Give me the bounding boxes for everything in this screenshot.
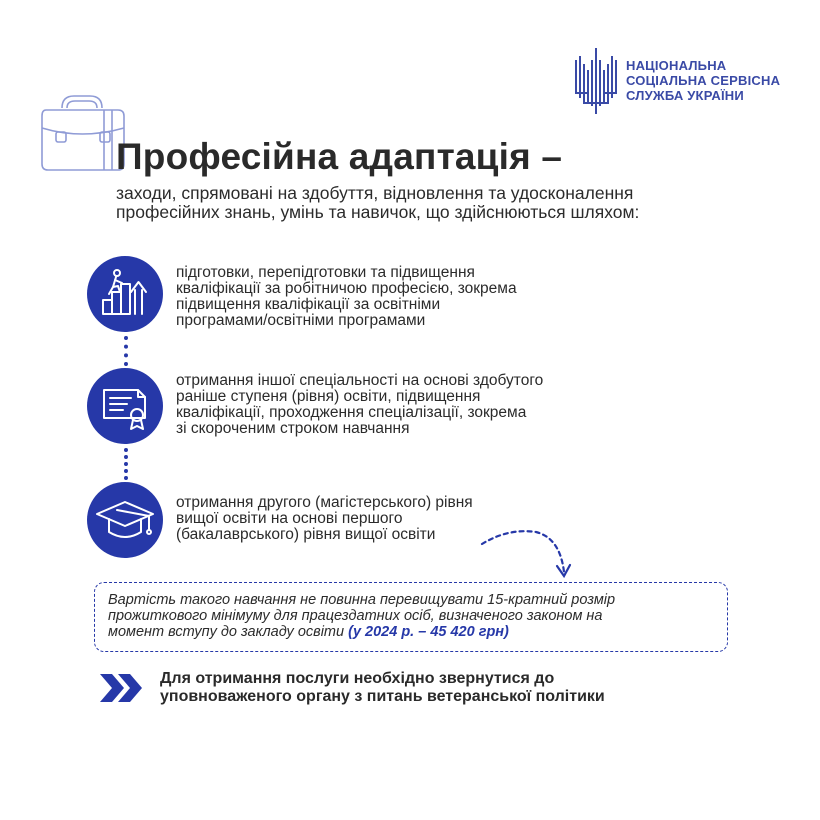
double-chevron-right-icon xyxy=(98,672,144,704)
logo-line: СЛУЖБА УКРАЇНИ xyxy=(626,88,744,103)
item-line: (бакалаврського) рівня вищої освіти xyxy=(176,526,436,543)
note-text xyxy=(108,592,718,640)
item-line: підвищення кваліфікації за освітніми xyxy=(176,296,441,313)
career-stairs-icon xyxy=(87,256,163,332)
cta-text xyxy=(160,670,720,706)
note-line-prefix: момент вступу до закладу освіти xyxy=(108,624,345,640)
item-line: зі скороченим строком навчання xyxy=(176,420,410,437)
note-line: Вартість такого навчання не повинна перевищувати 15-кратний розмір xyxy=(108,592,616,608)
item-line: раніше ступеня (рівня) освіти, підвищення xyxy=(176,388,481,405)
page-subtitle xyxy=(116,184,756,222)
trident-coat-of-arms-icon xyxy=(574,46,620,116)
cta-line: Для отримання послуги необхідно звернутися до xyxy=(160,670,555,687)
item-line: програмами/освітніми програмами xyxy=(176,312,426,329)
certificate-icon xyxy=(87,368,163,444)
note-price-accent: (у 2024 р. – 45 420 грн) xyxy=(348,624,509,640)
subtitle-line: заходи, спрямовані на здобуття, відновлення та удосконалення xyxy=(116,183,634,203)
cta-line: уповноваженого органу з питань ветеранської політики xyxy=(160,688,605,705)
item-line: підготовки, перепідготовки та підвищення xyxy=(176,264,475,281)
item-line: вищої освіти на основі першого xyxy=(176,510,403,527)
list-item xyxy=(176,373,616,437)
list-item xyxy=(176,265,616,329)
note-line: прожиткового мінімуму для працездатних осіб, визначеного законом на xyxy=(108,608,603,624)
logo-text xyxy=(626,58,780,103)
dotted-connector xyxy=(124,448,128,480)
graduation-cap-icon xyxy=(87,482,163,558)
graduation-cap-icon-circle xyxy=(87,482,163,558)
dotted-connector xyxy=(124,336,128,366)
item-line: отримання другого (магістерського) рівня xyxy=(176,494,473,511)
career-stairs-icon-circle xyxy=(87,256,163,332)
item-line: кваліфікації за робітничою професією, зокрема xyxy=(176,280,517,297)
logo-line: НАЦІОНАЛЬНА xyxy=(626,58,727,73)
curved-arrow-icon xyxy=(478,526,578,584)
note-line xyxy=(108,624,718,640)
item-line: отримання іншої спеціальності на основі здобутого xyxy=(176,372,544,389)
subtitle-line: професійних знань, умінь та навичок, що здійснюються шляхом: xyxy=(116,202,640,222)
logo-line: СОЦІАЛЬНА СЕРВІСНА xyxy=(626,73,781,88)
item-line: кваліфікації, проходження спеціалізації, зокрема xyxy=(176,404,527,421)
certificate-icon-circle xyxy=(87,368,163,444)
page-title: Професійна адаптація – xyxy=(116,136,563,177)
